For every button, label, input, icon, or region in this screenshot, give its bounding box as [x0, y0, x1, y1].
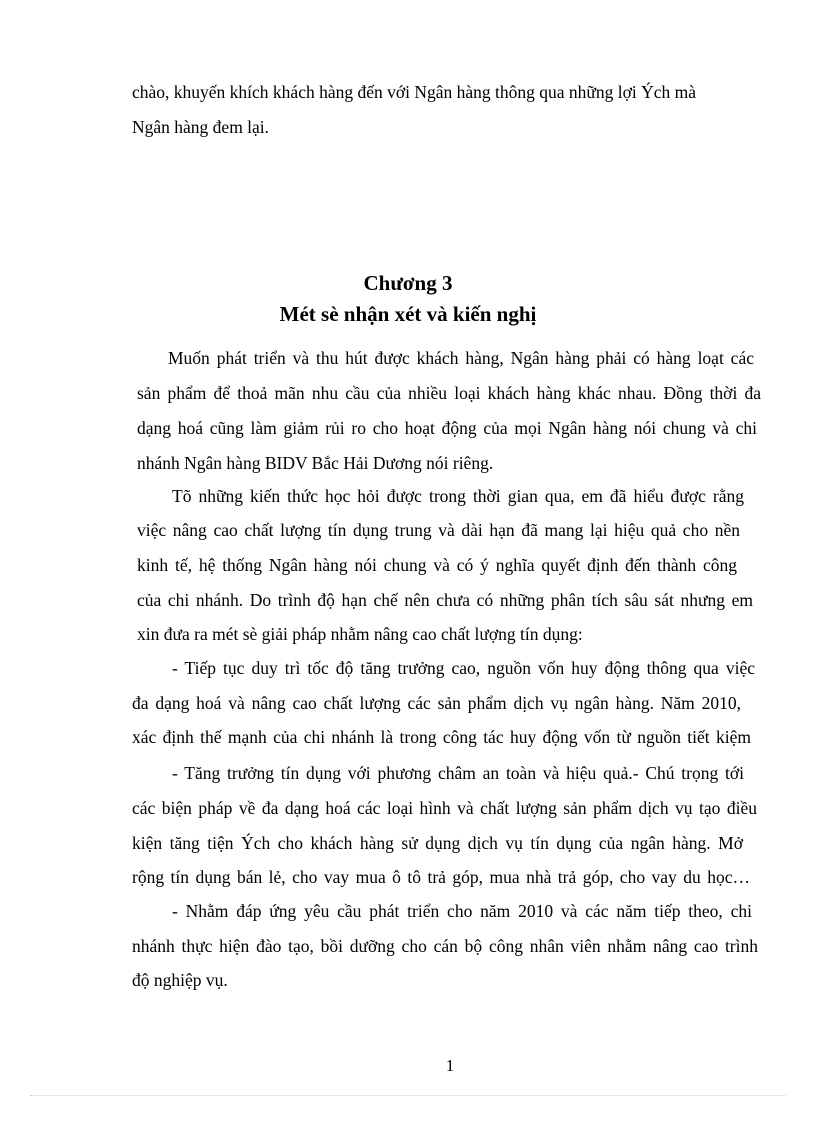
body-line: xác định thế mạnh của chi nhánh là trong công tác huy động vốn từ nguồn tiết kiệm	[132, 727, 751, 747]
body-line: nhánh Ngân hàng BIDV Bắc Hải Dương nói riêng.	[137, 453, 494, 473]
body-line: Muốn phát triển và thu hút được khách hàng, Ngân hàng phải có hàng loạt các	[168, 348, 754, 368]
body-line: độ nghiệp vụ.	[132, 970, 228, 990]
body-line: dạng hoá cũng làm giảm rủi ro cho hoạt động của mọi Ngân hàng nói chung và chi	[137, 418, 757, 438]
body-line: - Nhằm đáp ứng yêu cầu phát triển cho năm 2010 và các năm tiếp theo, chi	[172, 901, 752, 921]
page-number: 1	[445, 1056, 455, 1075]
intro-line-2: Ngân hàng đem lại.	[132, 117, 270, 137]
body-line: nhánh thực hiện đào tạo, bồi dưỡng cho cán bộ công nhân viên nhằm nâng cao trình	[132, 936, 758, 956]
body-line: xin đưa ra mét sè giải pháp nhằm nâng cao chất lượng tín dụng:	[137, 624, 583, 644]
body-line: của chi nhánh. Do trình độ hạn chế nên chưa có những phân tích sâu sát nhưng em	[137, 590, 753, 610]
body-line: đa dạng hoá và nâng cao chất lượng các sản phẩm dịch vụ ngân hàng. Năm 2010,	[132, 693, 741, 713]
body-line: - Tiếp tục duy trì tốc độ tăng trưởng cao, nguồn vốn huy động thông qua việc	[172, 658, 755, 678]
body-line: việc nâng cao chất lượng tín dụng trung và dài hạn đã mang lại hiệu quả cho nền	[137, 520, 740, 540]
body-line: các biện pháp về đa dạng hoá các loại hình và chất lượng sản phẩm dịch vụ tạo điều	[132, 798, 757, 818]
body-line: rộng tín dụng bán lẻ, cho vay mua ô tô trả góp, mua nhà trả góp, cho vay du học…	[132, 867, 750, 887]
body-line: Tõ những kiến thức học hỏi được trong thời gian qua, em đã hiểu được rằng	[172, 486, 744, 506]
body-line: kinh tế, hệ thống Ngân hàng nói chung và có ý nghĩa quyết định đến thành công	[137, 555, 737, 575]
chapter-title: Mét sè nhận xét và kiến nghị	[279, 302, 537, 326]
body-line: kiện tăng tiện Ých cho khách hàng sử dụng dịch vụ tín dụng của ngân hàng. Mở	[132, 833, 743, 853]
footer-divider	[30, 1095, 786, 1096]
body-line: sản phẩm để thoả mãn nhu cầu của nhiều loại khách hàng khác nhau. Đồng thời đa	[137, 383, 761, 403]
chapter-number: Chương 3	[363, 271, 453, 295]
intro-line-1: chào, khuyến khích khách hàng đến với Ngân hàng thông qua những lợi Ých mà	[132, 82, 697, 102]
body-line: - Tăng trưởng tín dụng với phương châm an toàn và hiệu quả.- Chú trọng tới	[172, 763, 744, 783]
